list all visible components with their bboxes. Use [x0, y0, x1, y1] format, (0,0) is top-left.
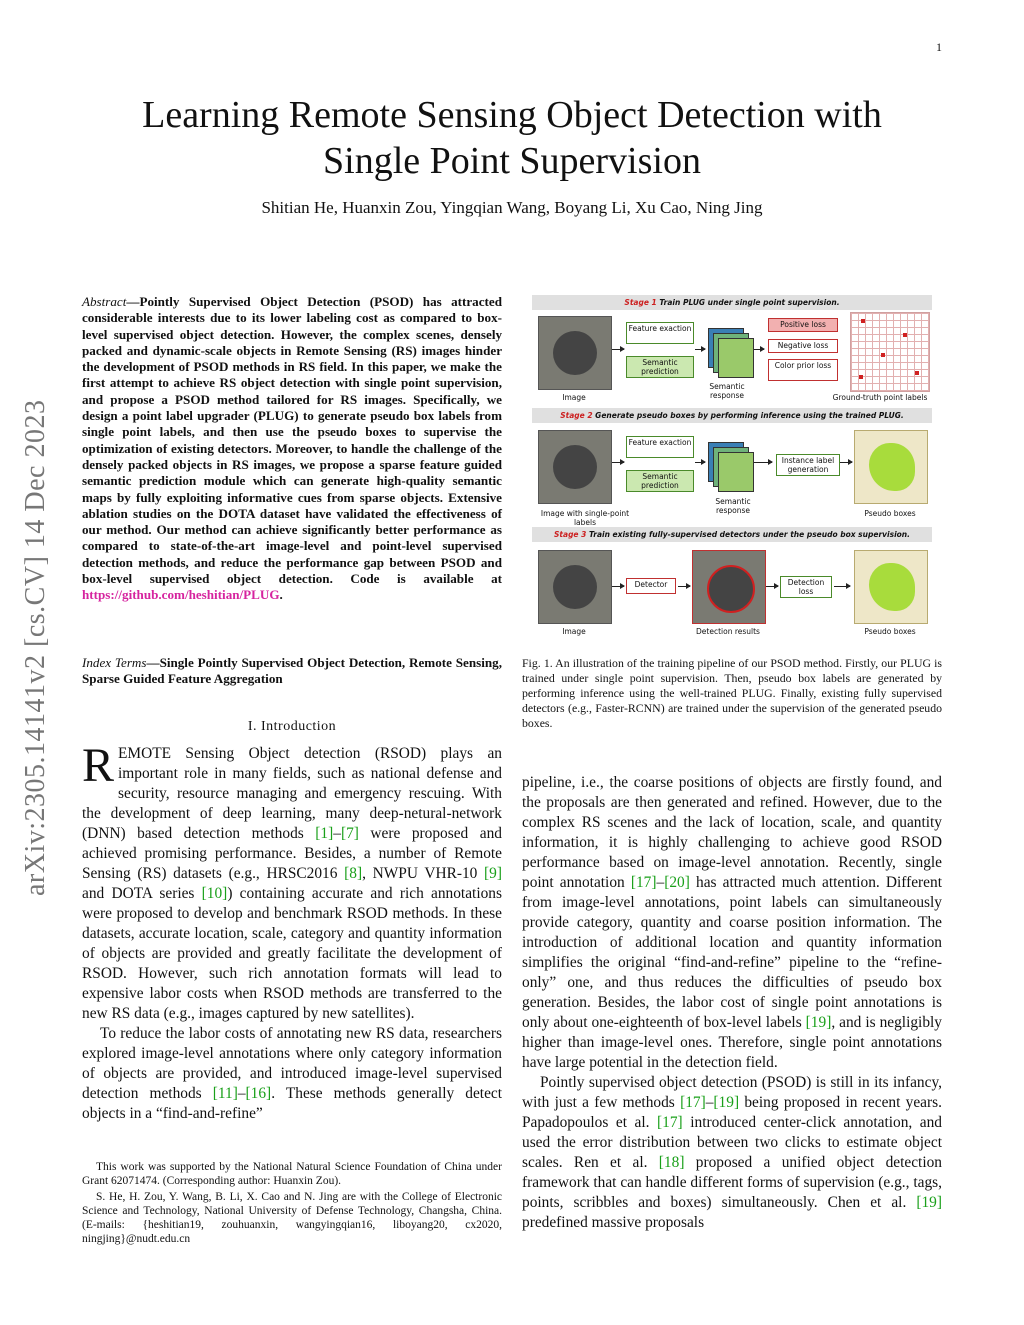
intro-paragraph-1 — [82, 739, 502, 1024]
feature-exaction-box: Feature exaction — [626, 322, 694, 344]
arrow — [678, 586, 690, 587]
label-pseudo-boxes: Pseudo boxes — [864, 509, 916, 518]
text: were proposed and achieved promising performance. Besides, a number of Remote Sensing (RS) datasets (e.g., HRSC2016 — [82, 825, 502, 882]
label-image: Image — [562, 393, 586, 402]
stage-3-bar — [532, 527, 932, 542]
intro-right-column — [522, 773, 942, 1233]
section-heading: I. Introduction — [247, 719, 337, 734]
stage-3-text: Train existing fully-supervised detectors under the pseudo box supervision. — [586, 530, 910, 539]
feature-map-layer — [718, 452, 754, 492]
negative-loss-box: Negative loss — [768, 339, 838, 353]
stage-2-tag: Stage 2 — [560, 411, 593, 420]
index-terms-label: Index Terms — [82, 655, 147, 670]
code-link[interactable]: https://github.com/heshitian/PLUG — [82, 587, 280, 603]
pseudo-box-map — [854, 430, 928, 504]
label-detection-results: Detection results — [696, 627, 760, 636]
text: pipeline, i.e., the coarse positions of objects are firstly found, and the proposals are then generated and refined. However, due to the complex RS scenes and the lack of location, scale, and quantity information, it is highly challenging to achieve good RSOD performance based on image-level annotation. Recently, single point annotation — [522, 774, 942, 891]
label-image-points: Image with single-point labels — [540, 509, 630, 527]
detector-box: Detector — [626, 578, 676, 594]
input-image — [538, 316, 612, 390]
footnote-affiliation: S. He, H. Zou, Y. Wang, B. Li, X. Cao and N. Jing are with the College of Electronic Science and Technology, National University of Defense Technology, Changsha, China. (E-mails: {heshitian19, zouhuanxin, wangyingqian16, liboyang20, cx2020, ningjing}@nudt.edu.cn — [82, 1191, 502, 1245]
footnotes — [82, 1160, 502, 1248]
text: ) containing accurate and rich annotations were proposed to develop and benchmark RSOD methods. In these datasets, accurate location, scale, category and quantity information of objects are provided and greatly facilitate the development of RSOD. However, such rich annotation formats will lead to expensive labor costs when RSOD methods are transferred to the new RS data (e.g., images captured by new satellites). — [82, 885, 502, 1022]
citation[interactable]: [9] — [484, 865, 502, 882]
title-line-1: Learning Remote Sensing Object Detection with — [142, 94, 882, 136]
stage-1-text: Train PLUG under single point supervision. — [656, 298, 840, 307]
index-terms — [82, 655, 502, 688]
authors: Shitian He, Huanxin Zou, Yingqian Wang, Boyang Li, Xu Cao, Ning Jing — [261, 198, 763, 217]
arxiv-stamp: arXiv:2305.14141v2 [cs.CV] 14 Dec 2023 — [20, 399, 51, 897]
index-terms-text: —Single Pointly Supervised Object Detection, Remote Sensing, Sparse Guided Feature Aggregation — [82, 655, 502, 687]
intro-paragraph-2 — [82, 1024, 502, 1124]
citation[interactable]: [17] — [630, 874, 657, 891]
text: predefined massive proposals — [522, 1214, 705, 1231]
input-image-points — [538, 430, 612, 504]
paper-title — [60, 92, 964, 184]
intro-left-column — [82, 739, 503, 1124]
abstract — [82, 294, 502, 604]
text: EMOTE Sensing Object detection (RSOD) plays an important role in many fields, such as national defense and security, resource managing and emergency rescuing. With the development of deep learning, many deep-netural-network (DNN) based detection methods — [82, 745, 502, 842]
text: . These methods generally detect objects in a “find-and-refine” — [82, 1085, 503, 1122]
arrow — [754, 349, 764, 350]
citation[interactable]: [16] — [245, 1085, 272, 1102]
footnote-funding: This work was supported by the National Natural Science Foundation of China under Grant 62071474. (Corresponding author: Huanxin Zou). — [82, 1161, 502, 1187]
abstract-text: —Pointly Supervised Object Detection (PSOD) has attracted considerable interests due to its lower labeling cost as compared to box-level supervised object detection. However, the complex scenes, densely packed and dynamic-scale objects in Remote Sensing (RS) images hinder the development of PSOD methods in RS field. In this paper, we make the first attempt to achieve RS object detection with single point supervision, and propose a PSOD method tailored for RS images. Specifically, we design a point label upgrader (PLUG) to generate pseudo box labels from single point labels, and then use the pseudo boxes to supervise the optimization of existing detectors. Moreover, to handle the challenge of the densely packed objects in RS images, we propose a sparse feature guided semantic prediction module which can generate high-quality semantic maps by fully exploiting informative cues from sparse objects. Extensive ablation studies on the DOTA dataset have validated the effectiveness of our method. Our method can achieve significantly better performance as compared to state-of-the-art image-level and point-level supervised detection methods, and reduce the performance gap between PSOD and box-level supervised object detection. Code is available at — [82, 294, 502, 587]
text: introduced center-click annotation, and used the error distribution between two clicks to estimate object scales. Ren et al. — [522, 1114, 942, 1171]
input-image-3 — [538, 550, 612, 624]
label-gt-points: Ground-truth point labels — [832, 393, 928, 402]
semantic-prediction-box: Semantic prediction — [626, 356, 694, 378]
text: proposed a unified object detection framework that can handle different forms of supervision (e.g., tags, points, scribbles and boxes) simultaneously. Chen et al. — [522, 1154, 942, 1211]
intro-paragraph-3 — [522, 773, 942, 1073]
text: To reduce the labor costs of annotating new RS data, researchers explored image-level annotations where only category information of objects are provided, and introduced image-level supervised detection methods — [82, 1025, 502, 1102]
stage-3-tag: Stage 3 — [554, 530, 587, 539]
arrow — [840, 462, 852, 463]
arrow — [612, 349, 624, 350]
stage-2-text: Generate pseudo boxes by performing inference using the trained PLUG. — [592, 411, 904, 420]
stage-2-bar — [532, 408, 932, 423]
text: , NWPU VHR-10 — [362, 865, 485, 882]
text: – — [705, 1094, 714, 1111]
title-line-2: Single Point Supervision — [323, 140, 701, 182]
stage-1-bar — [532, 295, 932, 310]
text: Pointly supervised object detection (PSOD) is still in its infancy, with just a few methods — [522, 1074, 942, 1111]
positive-loss-box: Positive loss — [768, 318, 838, 332]
citation[interactable]: [19] — [805, 1014, 832, 1031]
feature-exaction-box-2: Feature exaction — [626, 436, 694, 458]
text: – — [333, 825, 341, 842]
citation[interactable]: [1] — [315, 825, 334, 842]
abstract-end: . — [279, 587, 283, 603]
point-label-grid — [850, 312, 930, 392]
arrow — [612, 586, 624, 587]
semantic-prediction-box-2: Semantic prediction — [626, 470, 694, 492]
citation[interactable]: [19] — [713, 1094, 740, 1111]
drop-cap: R — [82, 739, 115, 792]
label-semantic-response-2: Semantic response — [715, 497, 751, 515]
abstract-label: Abstract — [82, 294, 127, 309]
feature-map-layer — [718, 338, 754, 378]
arrow — [754, 462, 772, 463]
page-number: 1 — [936, 40, 942, 54]
text: and DOTA series — [82, 885, 202, 902]
color-prior-loss-box: Color prior loss — [768, 359, 838, 381]
citation[interactable]: [19] — [916, 1194, 942, 1211]
text: , and is negligibly higher than image-level ones. Therefore, single point annotations have large potential in the detection field. — [522, 1014, 942, 1071]
citation[interactable]: [8] — [344, 865, 363, 882]
text: being proposed in recent years. Papadopoulos et al. — [522, 1094, 942, 1131]
citation[interactable]: [10] — [201, 885, 228, 902]
arrow — [834, 586, 850, 587]
arrow — [612, 462, 624, 463]
figure-1 — [532, 294, 932, 639]
arrow — [695, 349, 705, 350]
figure-caption: Fig. 1. An illustration of the training pipeline of our PSOD method. Firstly, our PLUG is trained under single point supervision. Then, pseudo box labels are generated by performing inference using the well-trained PLUG. Finally, existing fully supervised detectors (e.g., Faster-RCNN) are trained under the supervision of the generated pseudo boxes. — [522, 656, 942, 730]
instance-label-generation-box: Instance label generation — [776, 454, 840, 476]
citation[interactable]: [11] — [212, 1085, 238, 1102]
text: – — [237, 1085, 246, 1102]
label-image-3: Image — [562, 627, 586, 636]
pseudo-box-map-3 — [854, 550, 928, 624]
arrow — [695, 462, 705, 463]
citation[interactable]: [17] — [657, 1114, 683, 1131]
citation[interactable]: [18] — [658, 1154, 685, 1171]
intro-paragraph-4 — [522, 1073, 942, 1233]
citation[interactable]: [17] — [680, 1094, 706, 1111]
detection-loss-box: Detection loss — [780, 576, 832, 598]
label-pseudo-boxes-3: Pseudo boxes — [864, 627, 916, 636]
detection-results-image — [692, 550, 766, 624]
citation[interactable]: [20] — [664, 874, 690, 891]
citation[interactable]: [7] — [340, 825, 359, 842]
arrow — [766, 586, 778, 587]
label-semantic-response: Semantic response — [709, 382, 745, 400]
text: – — [656, 874, 665, 891]
stage-1-tag: Stage 1 — [624, 298, 657, 307]
text: has attracted much attention. Different from image-level annotations, point labels can simultaneously provide category, quantity and coarse position information. The introduction of additional location and quantity information simplifies the original “find-and-refine” pipeline to the “refine-only” one, and thus reduces the difficulties of pseudo box generation. Besides, the labor cost of single point annotations is only about one-eighteenth of box-level labels — [522, 874, 942, 1031]
